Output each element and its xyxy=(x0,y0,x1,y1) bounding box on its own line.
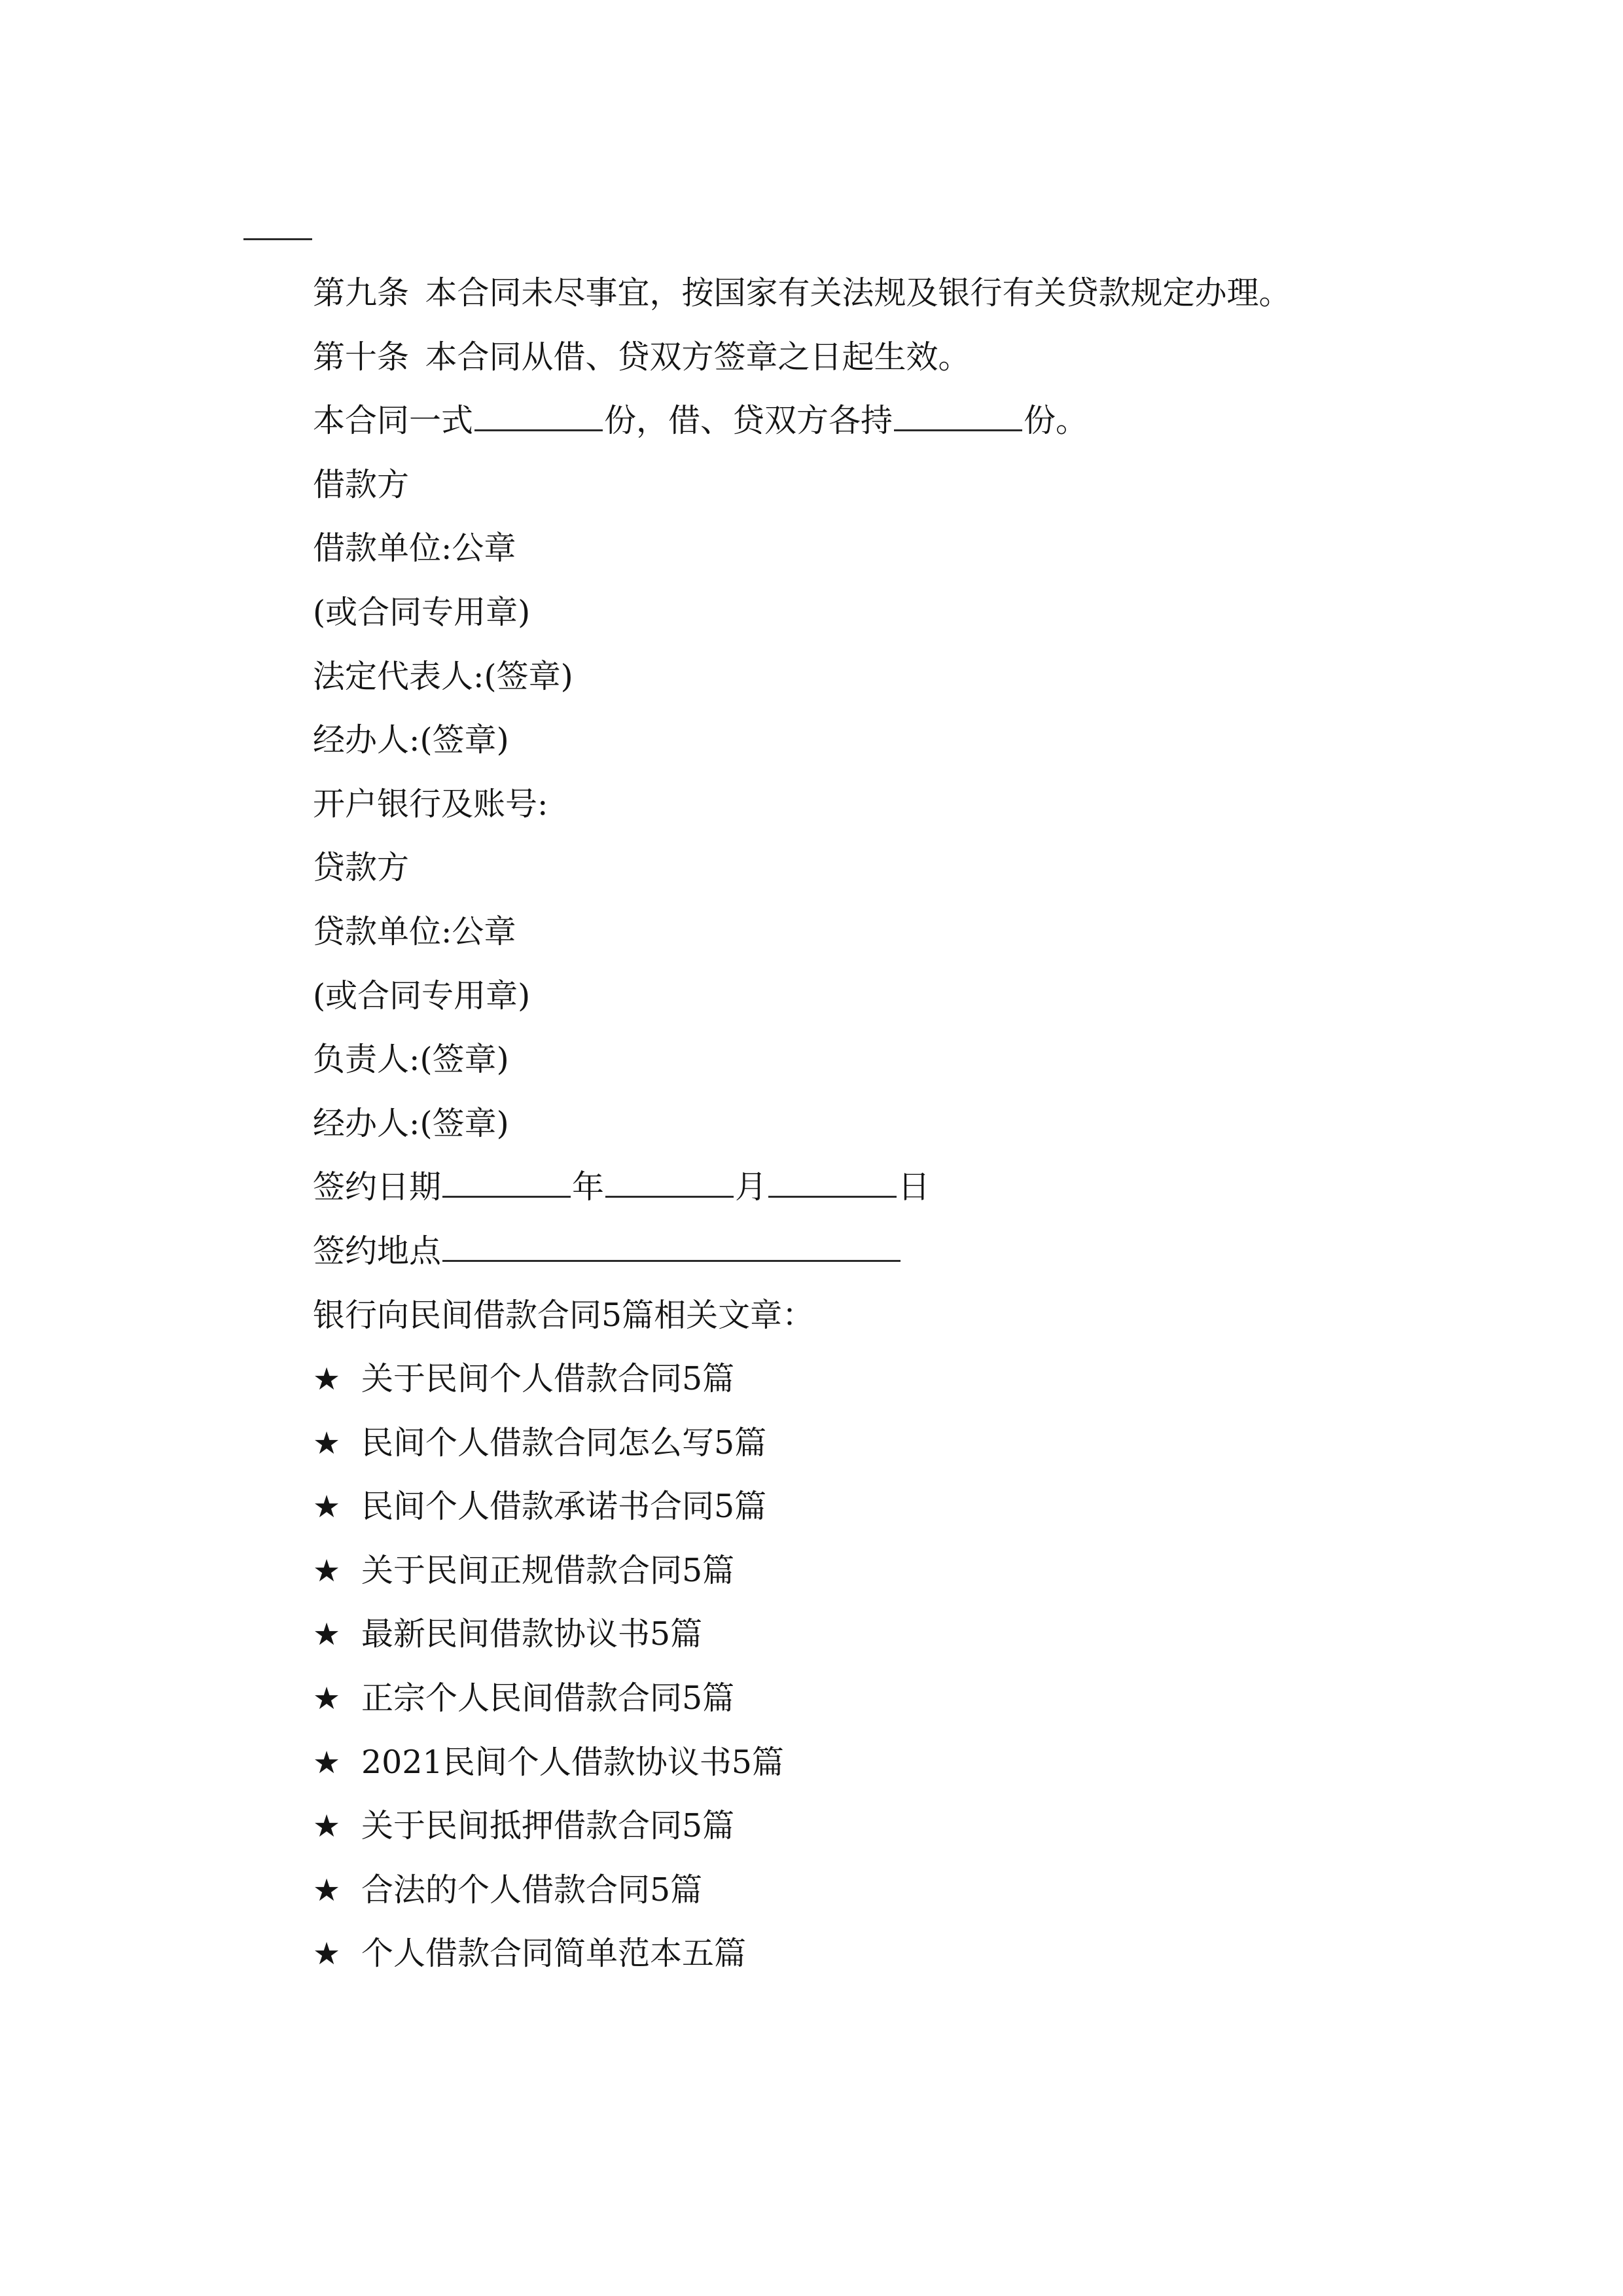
related-link-text[interactable]: 关于民间正规借款合同5篇 xyxy=(361,1551,735,1589)
related-link-text[interactable]: 关于民间个人借款合同5篇 xyxy=(361,1360,735,1398)
star-icon: ★ xyxy=(313,1617,341,1653)
day-blank xyxy=(768,1166,897,1198)
star-icon: ★ xyxy=(313,1552,341,1589)
borrower-bank-account: 开户银行及账号: xyxy=(313,785,548,823)
copies-total-blank xyxy=(474,399,603,431)
related-link-text[interactable]: 2021民间个人借款协议书5篇 xyxy=(361,1743,784,1781)
borrower-legal-rep: 法定代表人:(签章) xyxy=(313,657,573,695)
related-link-text[interactable]: 关于民间抵押借款合同5篇 xyxy=(361,1807,735,1845)
related-link[interactable] xyxy=(313,1672,1556,1736)
related-link[interactable] xyxy=(313,1864,1556,1928)
related-link[interactable] xyxy=(313,1608,1556,1672)
year-label: 年 xyxy=(572,1168,605,1206)
signing-date-label: 签约日期 xyxy=(313,1168,442,1206)
star-icon: ★ xyxy=(313,1808,341,1845)
related-link-text[interactable]: 最新民间借款协议书5篇 xyxy=(361,1615,703,1653)
related-link-text[interactable]: 个人借款合同简单范本五篇 xyxy=(361,1935,747,1973)
year-blank xyxy=(442,1166,571,1198)
copies-text-b: 份，借、贷双方各持 xyxy=(604,402,893,440)
related-link-text[interactable]: 合法的个人借款合同5篇 xyxy=(361,1871,703,1909)
related-link[interactable] xyxy=(313,1928,1556,1992)
article-9-text: 本合同未尽事宜，按国家有关法规及银行有关贷款规定办理。 xyxy=(425,274,1291,312)
signing-place-label: 签约地点 xyxy=(313,1232,442,1270)
day-label: 日 xyxy=(898,1168,931,1206)
star-icon: ★ xyxy=(313,1744,341,1781)
copies-line xyxy=(313,395,1556,459)
lender-heading: 贷款方 xyxy=(313,849,410,887)
star-icon: ★ xyxy=(313,1361,341,1398)
lender-seal: (或合同专用章) xyxy=(313,977,531,1014)
star-icon: ★ xyxy=(313,1489,341,1526)
related-link[interactable] xyxy=(313,1480,1556,1545)
related-link-text[interactable]: 正宗个人民间借款合同5篇 xyxy=(361,1679,735,1717)
related-link-text[interactable]: 民间个人借款承诺书合同5篇 xyxy=(361,1488,767,1526)
contract-content xyxy=(313,267,1556,1992)
copies-text-a: 本合同一式 xyxy=(313,402,474,440)
related-link[interactable] xyxy=(313,1736,1556,1801)
related-link-text[interactable]: 民间个人借款合同怎么写5篇 xyxy=(361,1424,767,1462)
related-link[interactable] xyxy=(313,1800,1556,1864)
related-link[interactable] xyxy=(313,1417,1556,1481)
borrower-unit: 借款单位:公章 xyxy=(313,529,516,567)
month-blank xyxy=(605,1166,734,1198)
star-icon: ★ xyxy=(313,1936,341,1973)
related-heading: 银行向民间借款合同5篇相关文章： xyxy=(313,1296,815,1334)
lender-unit: 贷款单位:公章 xyxy=(313,912,516,950)
borrower-agent: 经办人:(签章) xyxy=(313,721,509,759)
article-10 xyxy=(313,331,1556,395)
article-10-text: 本合同从借、贷双方签章之日起生效。 xyxy=(425,338,971,376)
month-label: 月 xyxy=(735,1168,768,1206)
signing-place xyxy=(313,1225,1556,1289)
lender-responsible: 负责人:(签章) xyxy=(313,1041,509,1079)
article-9-number: 第九条 xyxy=(313,274,410,312)
lender-agent: 经办人:(签章) xyxy=(313,1104,509,1142)
signing-date xyxy=(313,1161,1556,1225)
article-9 xyxy=(313,267,1556,331)
star-icon: ★ xyxy=(313,1681,341,1717)
copies-text-c: 份。 xyxy=(1024,402,1088,440)
star-icon: ★ xyxy=(313,1425,341,1462)
borrower-seal: (或合同专用章) xyxy=(313,593,531,631)
copies-each-blank xyxy=(894,399,1022,431)
borrower-heading: 借款方 xyxy=(313,465,410,503)
star-icon: ★ xyxy=(313,1872,341,1909)
article-10-number: 第十条 xyxy=(313,338,410,376)
related-link[interactable] xyxy=(313,1353,1556,1417)
top-rule xyxy=(243,238,312,240)
place-blank xyxy=(442,1230,901,1262)
related-link[interactable] xyxy=(313,1545,1556,1609)
